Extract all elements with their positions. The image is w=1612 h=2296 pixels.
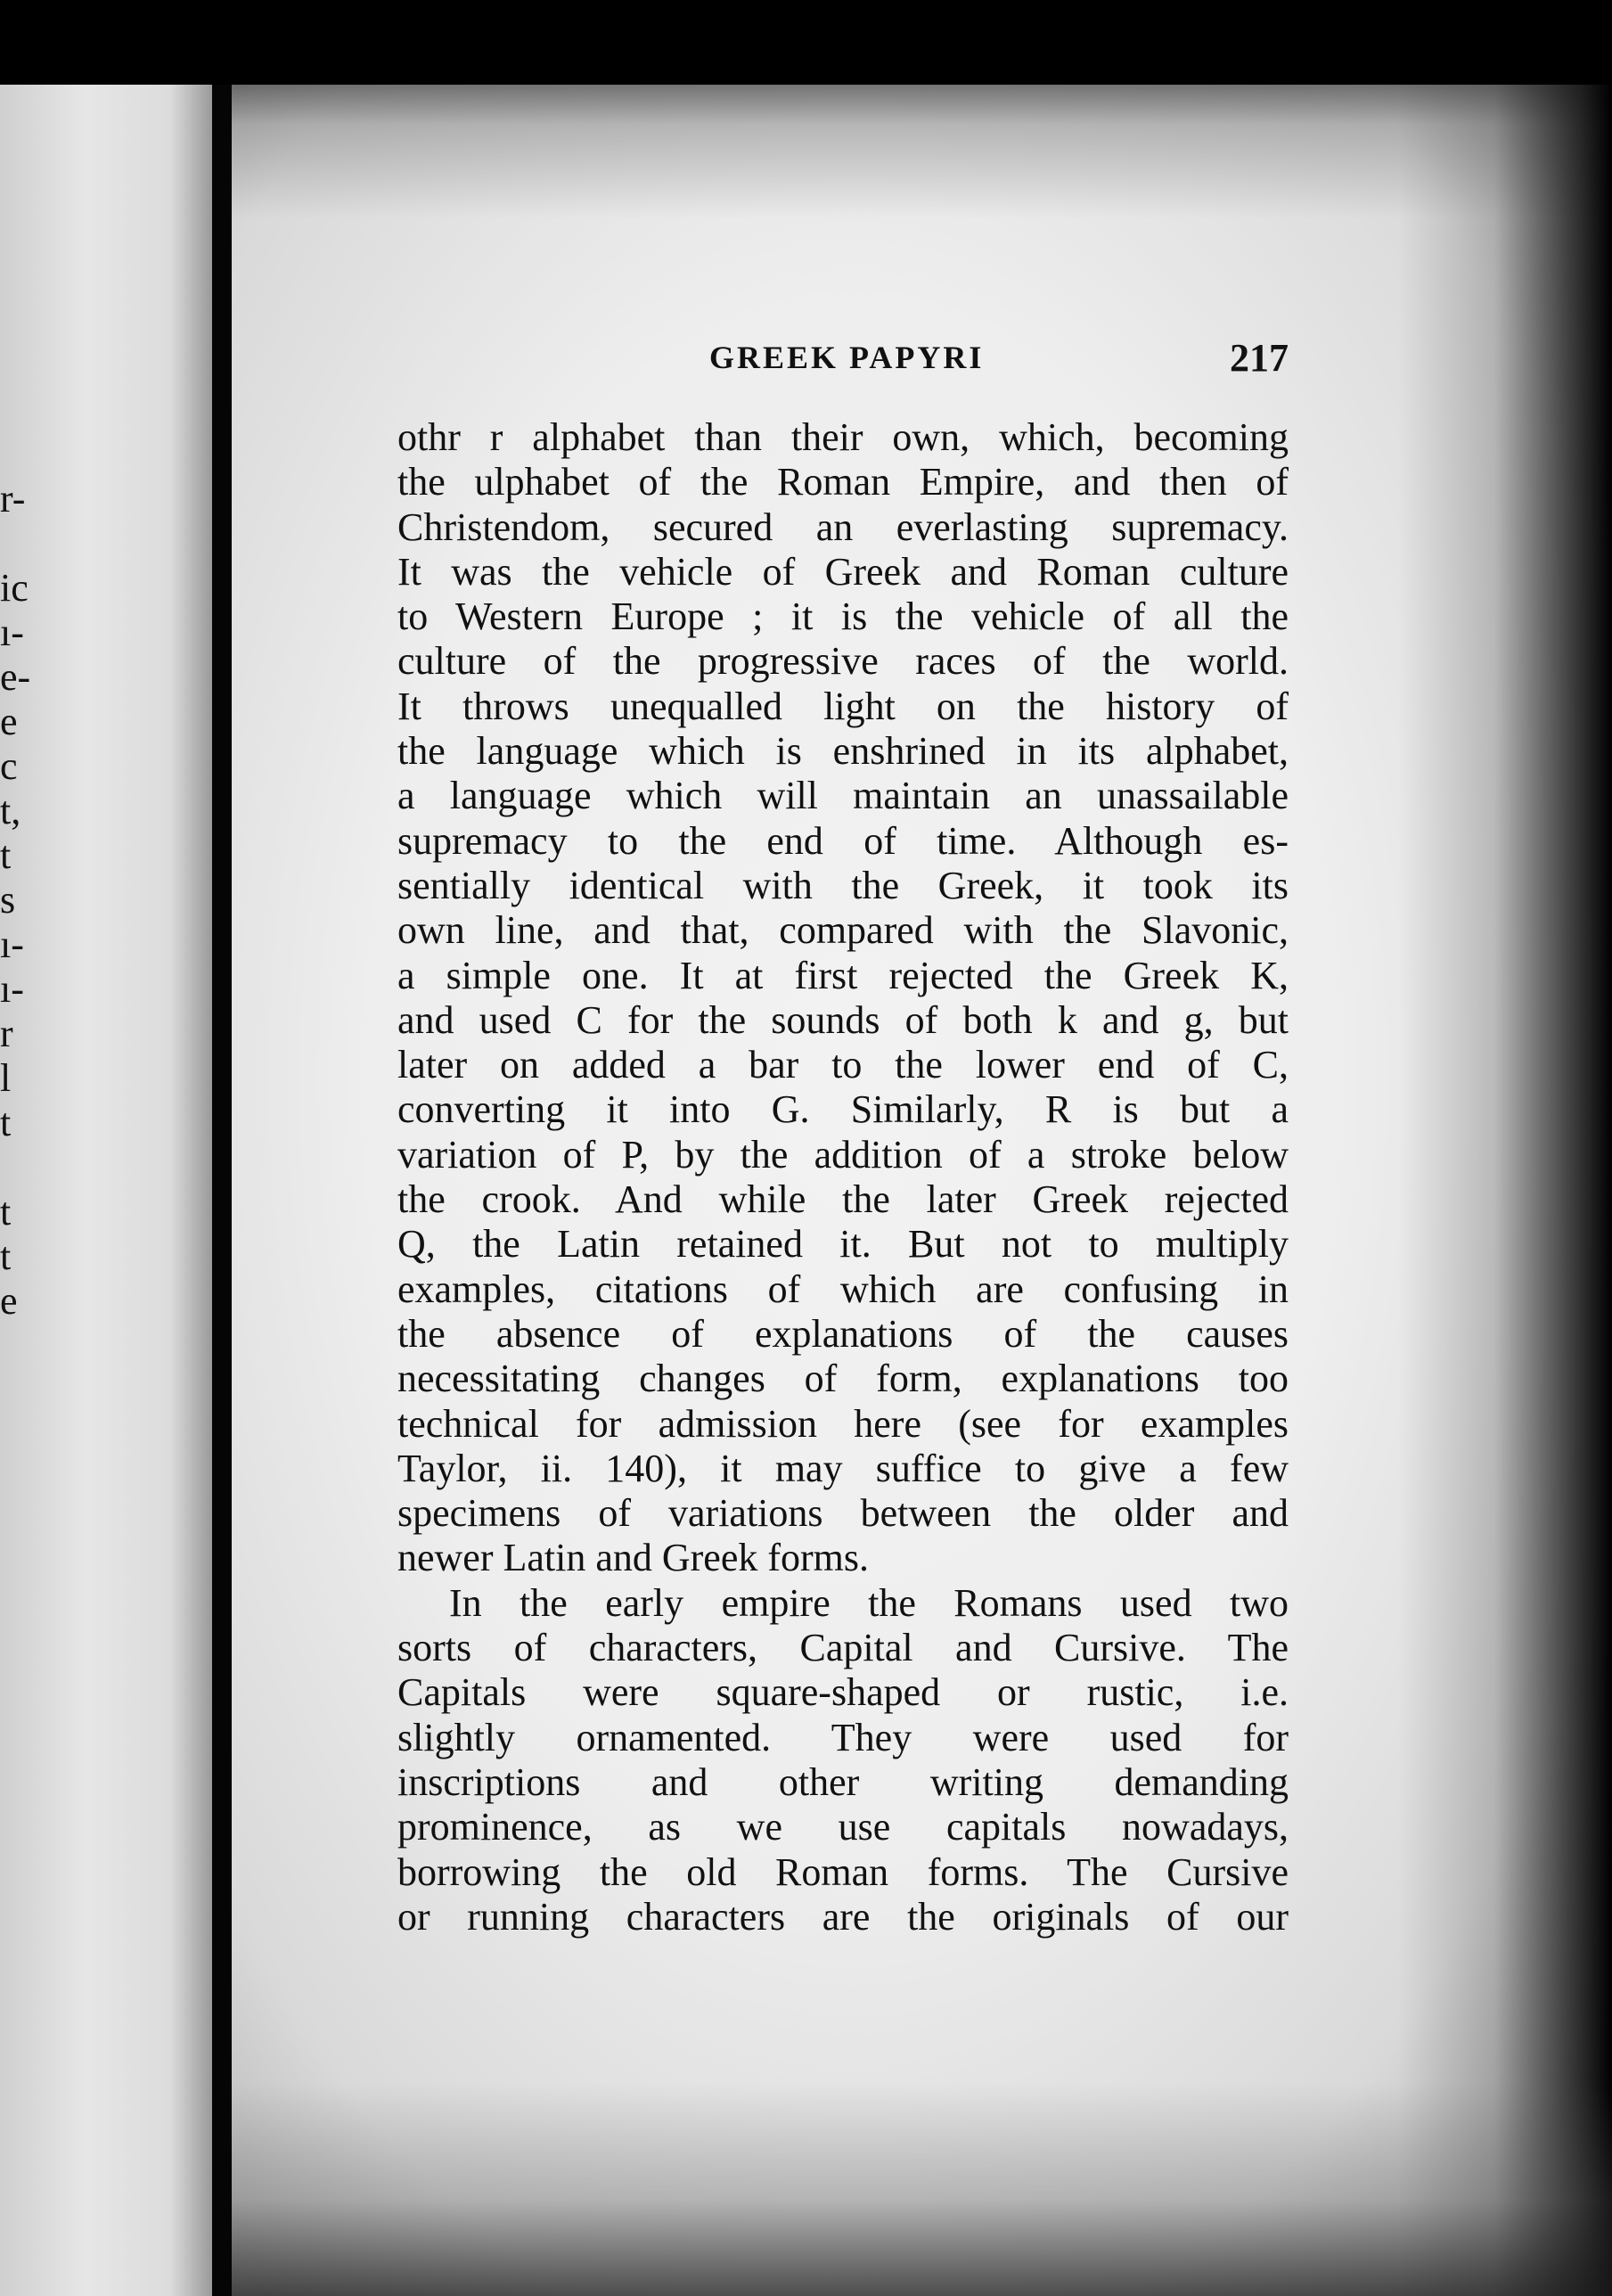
left-fragment: c (0, 744, 18, 788)
text-line: a language which will maintain an unassailable (397, 774, 1289, 818)
page-header (397, 336, 1289, 392)
text-line: the language which is enshrined in its alphabet, (397, 729, 1289, 774)
text-line: own line, and that, compared with the Slavonic, (397, 908, 1289, 953)
left-fragment: ic (0, 566, 29, 610)
left-fragment: t (0, 1234, 12, 1278)
text-line: newer Latin and Greek forms. (397, 1536, 870, 1580)
text-line: In the early empire the Romans used two (449, 1580, 1289, 1625)
text-line: and used C for the sounds of both k and g, but (397, 997, 1289, 1042)
text-line: Capitals were square-shaped or rustic, i.e. (397, 1670, 1289, 1715)
left-fragment: t, (0, 789, 21, 832)
text-line: necessitating changes of form, explanations too (397, 1357, 1289, 1401)
left-page-edge (0, 85, 212, 2296)
left-fragment: r (0, 1012, 13, 1055)
running-title: GREEK PAPYRI (709, 340, 985, 375)
text-line: technical for admission here (see for examples (397, 1401, 1289, 1446)
left-fragment: s (0, 878, 16, 922)
text-line: It was the vehicle of Greek and Roman culture (397, 549, 1289, 594)
text-line: It throws unequalled light on the history of (397, 684, 1289, 728)
text-line: culture of the progressive races of the world. (397, 639, 1289, 684)
left-fragment: ı- (0, 611, 24, 654)
left-fragment (0, 1145, 53, 1190)
text-line: examples, citations of which are confusing in (397, 1267, 1289, 1311)
text-line: variation of P, by the addition of a stroke below (397, 1132, 1289, 1177)
text-line: Christendom, secured an everlasting supremacy. (397, 504, 1289, 549)
left-page-fragments (0, 477, 53, 1324)
left-fragment: e (0, 700, 18, 743)
left-fragment: t (0, 1190, 12, 1234)
scan-top-border (0, 0, 1612, 85)
left-fragment: t (0, 1101, 12, 1144)
text-line: prominence, as we use capitals nowadays, (397, 1805, 1289, 1849)
left-fragment: ı- (0, 967, 24, 1011)
page-number: 217 (1230, 336, 1289, 380)
text-line: the absence of explanations of the causes (397, 1311, 1289, 1356)
text-line: slightly ornamented. They were used for (397, 1715, 1289, 1759)
text-line: sentially identical with the Greek, it took its (397, 863, 1289, 907)
text-line: othr r alphabet than their own, which, becoming (397, 415, 1289, 459)
body-text (397, 415, 1289, 1939)
text-line: later on added a bar to the lower end of C, (397, 1043, 1289, 1087)
left-fragment: r- (0, 477, 26, 521)
book-gutter (212, 85, 232, 2296)
text-line: converting it into G. Similarly, R is but a (397, 1087, 1289, 1132)
text-line: specimens of variations between the older and (397, 1491, 1289, 1536)
text-line: borrowing the old Roman forms. The Cursive (397, 1849, 1289, 1894)
page-right-shadow (1398, 85, 1612, 2296)
text-line: the ulphabet of the Roman Empire, and then of (397, 460, 1289, 504)
text-line: Taylor, ii. 140), it may suffice to give a few (397, 1446, 1289, 1490)
text-line: the crook. And while the later Greek rejected (397, 1177, 1289, 1222)
left-fragment: t (0, 833, 12, 877)
left-fragment (0, 521, 53, 566)
text-line: to Western Europe ; it is the vehicle of all the (397, 594, 1289, 639)
text-line: sorts of characters, Capital and Cursive. The (397, 1626, 1289, 1670)
text-line: supremacy to the end of time. Although es- (397, 818, 1289, 863)
left-fragment: e (0, 1279, 18, 1323)
left-fragment: l (0, 1056, 12, 1100)
left-fragment: ı- (0, 922, 24, 966)
text-line: a simple one. It at first rejected the Greek K, (397, 953, 1289, 997)
text-line: inscriptions and other writing demanding (397, 1759, 1289, 1804)
page-bottom-shadow (232, 2082, 1612, 2296)
left-fragment: e- (0, 655, 31, 699)
text-line: Q, the Latin retained it. But not to multiply (397, 1222, 1289, 1267)
text-line: or running characters are the originals of our (397, 1894, 1289, 1939)
